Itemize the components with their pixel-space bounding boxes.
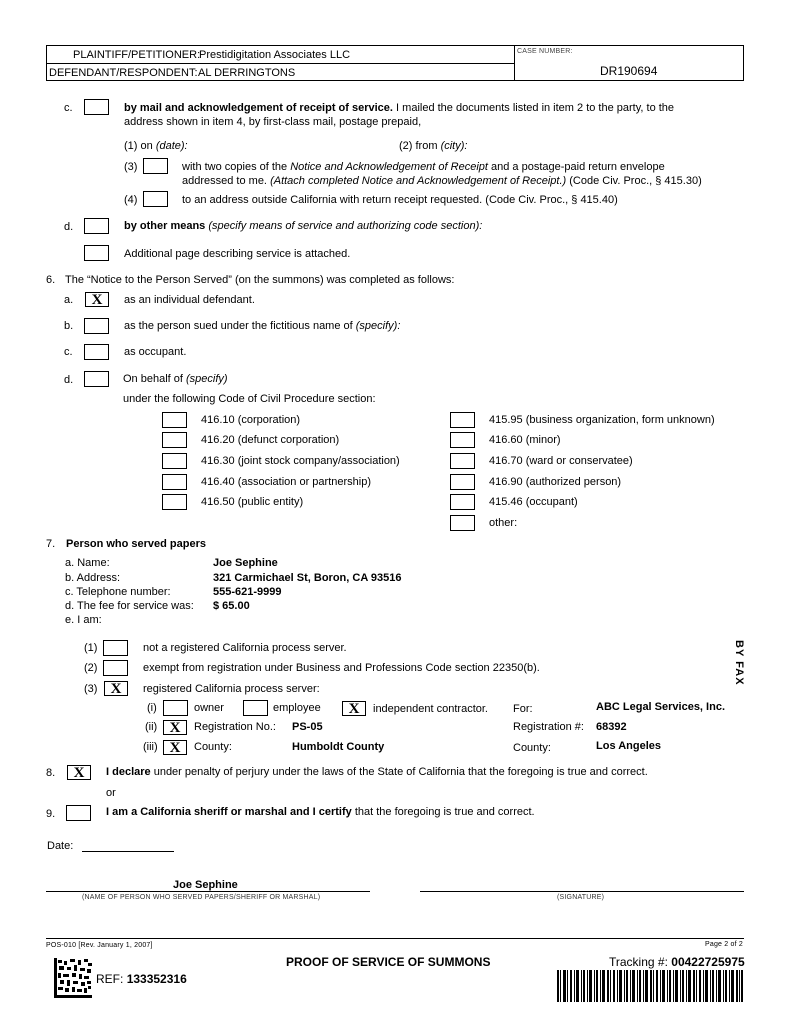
datamatrix-code-icon [54,958,92,998]
printed-name-line [46,891,370,892]
item-7e2-num: (2) [84,662,98,674]
owner-label: owner [194,702,224,714]
tracking: Tracking #: 00422725975 [609,955,745,969]
ccp-415-46-checkbox[interactable] [450,494,475,510]
item-5c-text-line1: by mail and acknowledgement of receipt of service. I mailed the documents listed in item 2 to the party, to the [124,102,675,114]
registration-value: PS-05 [292,721,323,733]
case-number-label: CASE NUMBER: [517,48,573,55]
item-5c-checkbox[interactable] [84,99,109,115]
item-7e3-text: registered California process server: [143,683,320,695]
ccp-416-10-label: 416.10 (corporation) [201,414,301,426]
item-7e2-text: exempt from registration under Business and Professions Code section 22350(b). [143,662,540,674]
item-7c-label: c. Telephone number: [65,586,171,598]
service-fee-value: $ 65.00 [213,600,250,612]
ccp-416-20-checkbox[interactable] [162,432,187,448]
item-6d-checkbox[interactable] [84,371,109,387]
date-label: Date: [47,840,74,852]
ccp-416-60-label: 416.60 (minor) [489,434,561,446]
item-5c-sub4-num: (4) [124,194,138,206]
item-7-num: 7. [46,538,56,550]
page-number: Page 2 of 2 [705,941,744,948]
item-7e1-text: not a registered California process server. [143,642,347,654]
employee-label: employee [273,702,321,714]
county2-label: County: [513,742,551,754]
item-5c-sub3-text-line2: addressed to me. (Attach completed Notice and Acknowledgement of Receipt.) (Code Civ. Proc., § 415.30) [182,175,702,187]
item-6-intro: The “Notice to the Person Served” (on the summons) was completed as follows: [65,274,455,286]
date-line[interactable] [82,851,174,852]
registration2-label: Registration #: [513,721,584,733]
item-6a-letter: a. [64,294,74,306]
ccp-416-40-checkbox[interactable] [162,474,187,490]
item-7e1-num: (1) [84,642,98,654]
header-divider [514,46,515,80]
ccp-416-90-label: 416.90 (authorized person) [489,476,622,488]
or-text: or [106,787,116,799]
printed-name-caption: (NAME OF PERSON WHO SERVED PAPERS/SHERIFF OR MARSHAL) [82,894,321,901]
server-address-value: 321 Carmichael St, Boron, CA 93516 [213,572,402,584]
registration2-value: 68392 [596,721,627,733]
ccp-415-46-label: 415.46 (occupant) [489,496,578,508]
county-value: Humboldt County [292,741,385,753]
item-5c-text-line2: address shown in item 4, by first-class mail, postage prepaid, [124,116,422,128]
item-6d-text: On behalf of (specify) [123,373,228,385]
item-5c-sub1: (1) on (date): [124,140,188,152]
ccp-416-50-label: 416.50 (public entity) [201,496,304,508]
additional-page-checkbox[interactable] [84,245,109,261]
item-6b-letter: b. [64,320,74,332]
item-7e3i-num: (i) [147,702,157,714]
item-5d-checkbox[interactable] [84,218,109,234]
defendant-label: DEFENDANT/RESPONDENT: [49,67,198,79]
item-7e3-num: (3) [84,683,98,695]
item-7e2-checkbox[interactable] [103,660,128,676]
item-5c-sub4-checkbox[interactable] [143,191,168,207]
ccp-416-40-label: 416.40 (association or partnership) [201,476,371,488]
item-6-num: 6. [46,274,56,286]
item-8-checkbox[interactable]: X [67,765,91,780]
county-checkbox[interactable]: X [163,740,187,755]
item-9-num: 9. [46,808,56,820]
item-5d-letter: d. [64,221,74,233]
ref: REF: 133352316 [96,972,187,986]
item-9-text: I am a California sheriff or marshal and I certify that the foregoing is true and correct. [106,806,535,818]
registration-checkbox[interactable]: X [163,720,187,735]
county-label: County: [194,741,232,753]
case-number-value: DR190694 [600,64,658,78]
item-6d-under: under the following Code of Civil Procedure section: [123,393,376,405]
item-5c-sub3-num: (3) [124,161,138,173]
item-5c-sub2: (2) from (city): [399,140,468,152]
plaintiff-value: Prestidigitation Associates LLC [199,49,351,61]
item-7d-label: d. The fee for service was: [65,600,194,612]
item-9-checkbox[interactable] [66,805,91,821]
employee-checkbox[interactable] [243,700,268,716]
ccp-416-90-checkbox[interactable] [450,474,475,490]
ccp-415-95-label: 415.95 (business organization, form unknown) [489,414,715,426]
item-5c-sub3-checkbox[interactable] [143,158,168,174]
item-7e3-checkbox[interactable]: X [104,681,128,696]
signature-caption: (SIGNATURE) [557,894,605,901]
item-6c-checkbox[interactable] [84,344,109,360]
ccp-416-70-label: 416.70 (ward or conservatee) [489,455,633,467]
item-7e1-checkbox[interactable] [103,640,128,656]
item-8-num: 8. [46,767,56,779]
owner-checkbox[interactable] [163,700,188,716]
ccp-other-checkbox[interactable] [450,515,475,531]
plaintiff-label: PLAINTIFF/PETITIONER: [73,49,201,61]
by-fax-stamp: BY FAX [733,640,745,686]
header-midline [47,63,514,64]
item-7e3ii-num: (ii) [145,721,158,733]
item-7-title: Person who served papers [66,538,206,550]
item-6a-text: as an individual defendant. [124,294,255,306]
printed-name-value: Joe Sephine [173,879,238,891]
server-phone-value: 555-621-9999 [213,586,282,598]
for-value: ABC Legal Services, Inc. [596,701,725,713]
item-7e-label: e. I am: [65,614,102,626]
server-name-value: Joe Sephine [213,557,278,569]
additional-page-text: Additional page describing service is attached. [124,248,351,260]
independent-contractor-label: independent contractor. [373,703,488,715]
ccp-416-50-checkbox[interactable] [162,494,187,510]
signature-line[interactable] [420,891,744,892]
ccp-416-30-checkbox[interactable] [162,453,187,469]
item-6c-letter: c. [64,346,73,358]
ccp-416-70-checkbox[interactable] [450,453,475,469]
item-5c-sub3-text: with two copies of the Notice and Acknowledgement of Receipt and a postage-paid return envelope [182,161,665,173]
item-7e3iii-num: (iii) [143,741,158,753]
ccp-416-20-label: 416.20 (defunct corporation) [201,434,340,446]
ccp-416-30-label: 416.30 (joint stock company/association) [201,455,400,467]
registration-label: Registration No.: [194,721,276,733]
item-6c-text: as occupant. [124,346,187,358]
barcode-icon [557,970,743,1002]
item-5d-text: by other means (specify means of service and authorizing code section): [124,220,483,232]
form-title: PROOF OF SERVICE OF SUMMONS [286,955,491,969]
ccp-416-10-checkbox[interactable] [162,412,187,428]
item-5c-sub4-text: to an address outside California with return receipt requested. (Code Civ. Proc., § 415.40) [182,194,618,206]
item-6b-text: as the person sued under the fictitious name of (specify): [124,320,401,332]
item-7b-label: b. Address: [65,572,121,584]
item-6d-letter: d. [64,374,74,386]
ccp-other-label: other: [489,517,518,529]
defendant-value: AL DERRINGTONS [198,67,296,79]
for-label: For: [513,703,533,715]
item-7a-label: a. Name: [65,557,110,569]
item-5c-letter: c. [64,102,73,114]
item-6a-checkbox[interactable]: X [85,292,109,307]
ccp-415-95-checkbox[interactable] [450,412,475,428]
county2-value: Los Angeles [596,740,661,752]
independent-contractor-checkbox[interactable]: X [342,701,366,716]
ccp-416-60-checkbox[interactable] [450,432,475,448]
footer-rule [46,938,744,939]
item-6b-checkbox[interactable] [84,318,109,334]
item-8-text: I declare under penalty of perjury under the laws of the State of California that the foregoing is true and correct. [106,766,648,778]
form-id: POS-010 [Rev. January 1, 2007] [46,942,153,949]
